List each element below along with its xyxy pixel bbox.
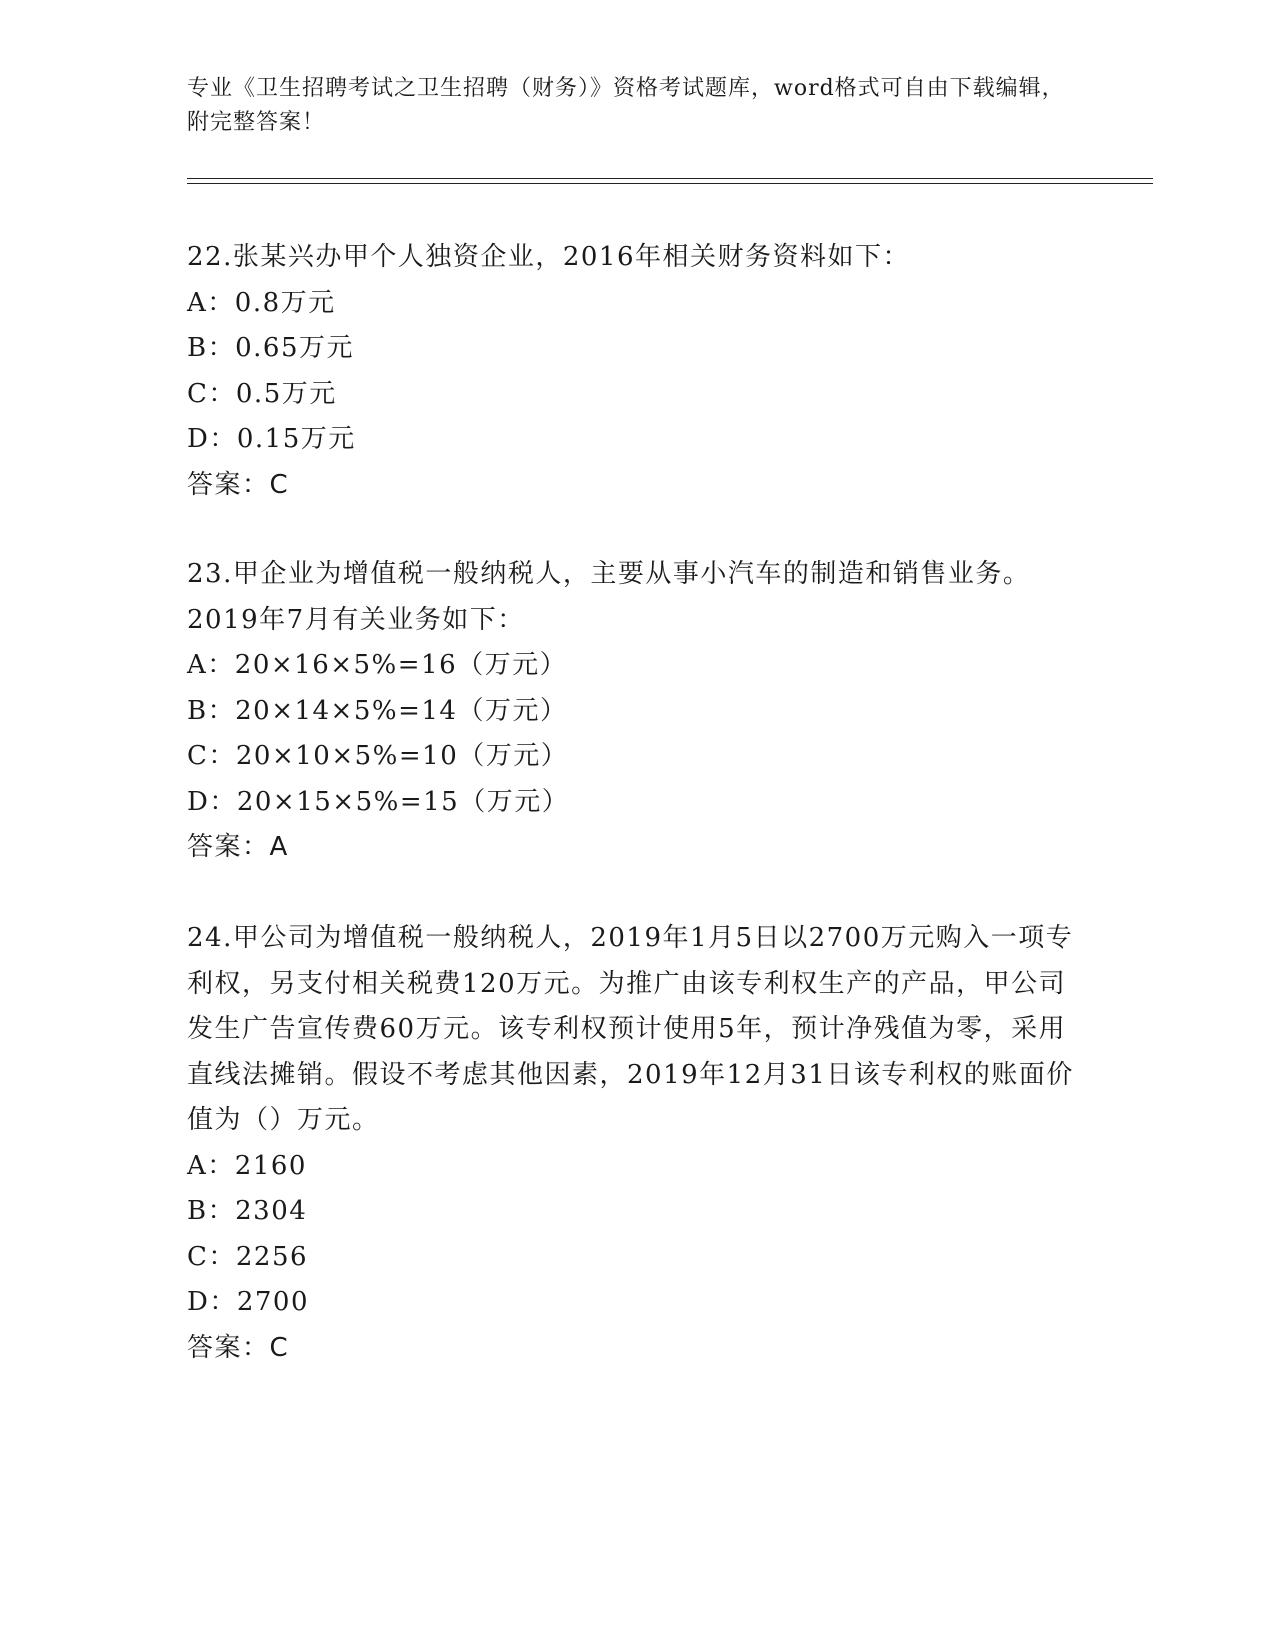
answer: 答案：C (187, 469, 290, 500)
question-23 (187, 552, 1087, 871)
question-22 (187, 235, 1087, 508)
option-d: D：0.15万元 (187, 424, 356, 454)
option-b: B：2304 (187, 1196, 308, 1226)
option-c: C：20×10×5%=10（万元） (187, 741, 569, 771)
document-header: 专业《卫生招聘考试之卫生招聘（财务）》资格考试题库，word格式可自由下载编辑，附完整答案！ (187, 76, 1065, 135)
question-stem: 22.张某兴办甲个人独资企业，2016年相关财务资料如下： (187, 242, 911, 272)
option-b: B：20×14×5%=14（万元） (187, 695, 568, 726)
option-d: D：20×15×5%=15（万元） (187, 786, 570, 817)
question-stem: 24.甲公司为增值税一般纳税人，2019年1月5日以2700万元购入一项专利权，另支付相关税费120万元。为推广由该专利权生产的产品，甲公司发生广告宣传费60万元。该专利权预计使用5年，预计净残值为零，采用直线法摊销。假设不考虑其他因素，2019年12月31日该专利权的账面价值为（）万元。 (187, 923, 1074, 1135)
option-a: A：0.8万元 (187, 287, 336, 318)
option-a: A：20×16×5%=16（万元） (187, 650, 568, 680)
option-c: C：2256 (187, 1241, 309, 1272)
option-c: C：0.5万元 (187, 378, 337, 409)
option-d: D：2700 (187, 1287, 310, 1317)
header-divider-top (187, 178, 1153, 179)
answer: 答案：C (187, 1332, 290, 1363)
header-divider-bottom (187, 183, 1153, 184)
question-stem: 23.甲企业为增值税一般纳税人，主要从事小汽车的制造和销售业务。2019年7月有关业务如下： (187, 559, 1031, 635)
option-a: A：2160 (187, 1150, 307, 1181)
question-24 (187, 916, 1087, 1371)
option-b: B：0.65万元 (187, 333, 354, 363)
answer: 答案：A (187, 832, 289, 862)
